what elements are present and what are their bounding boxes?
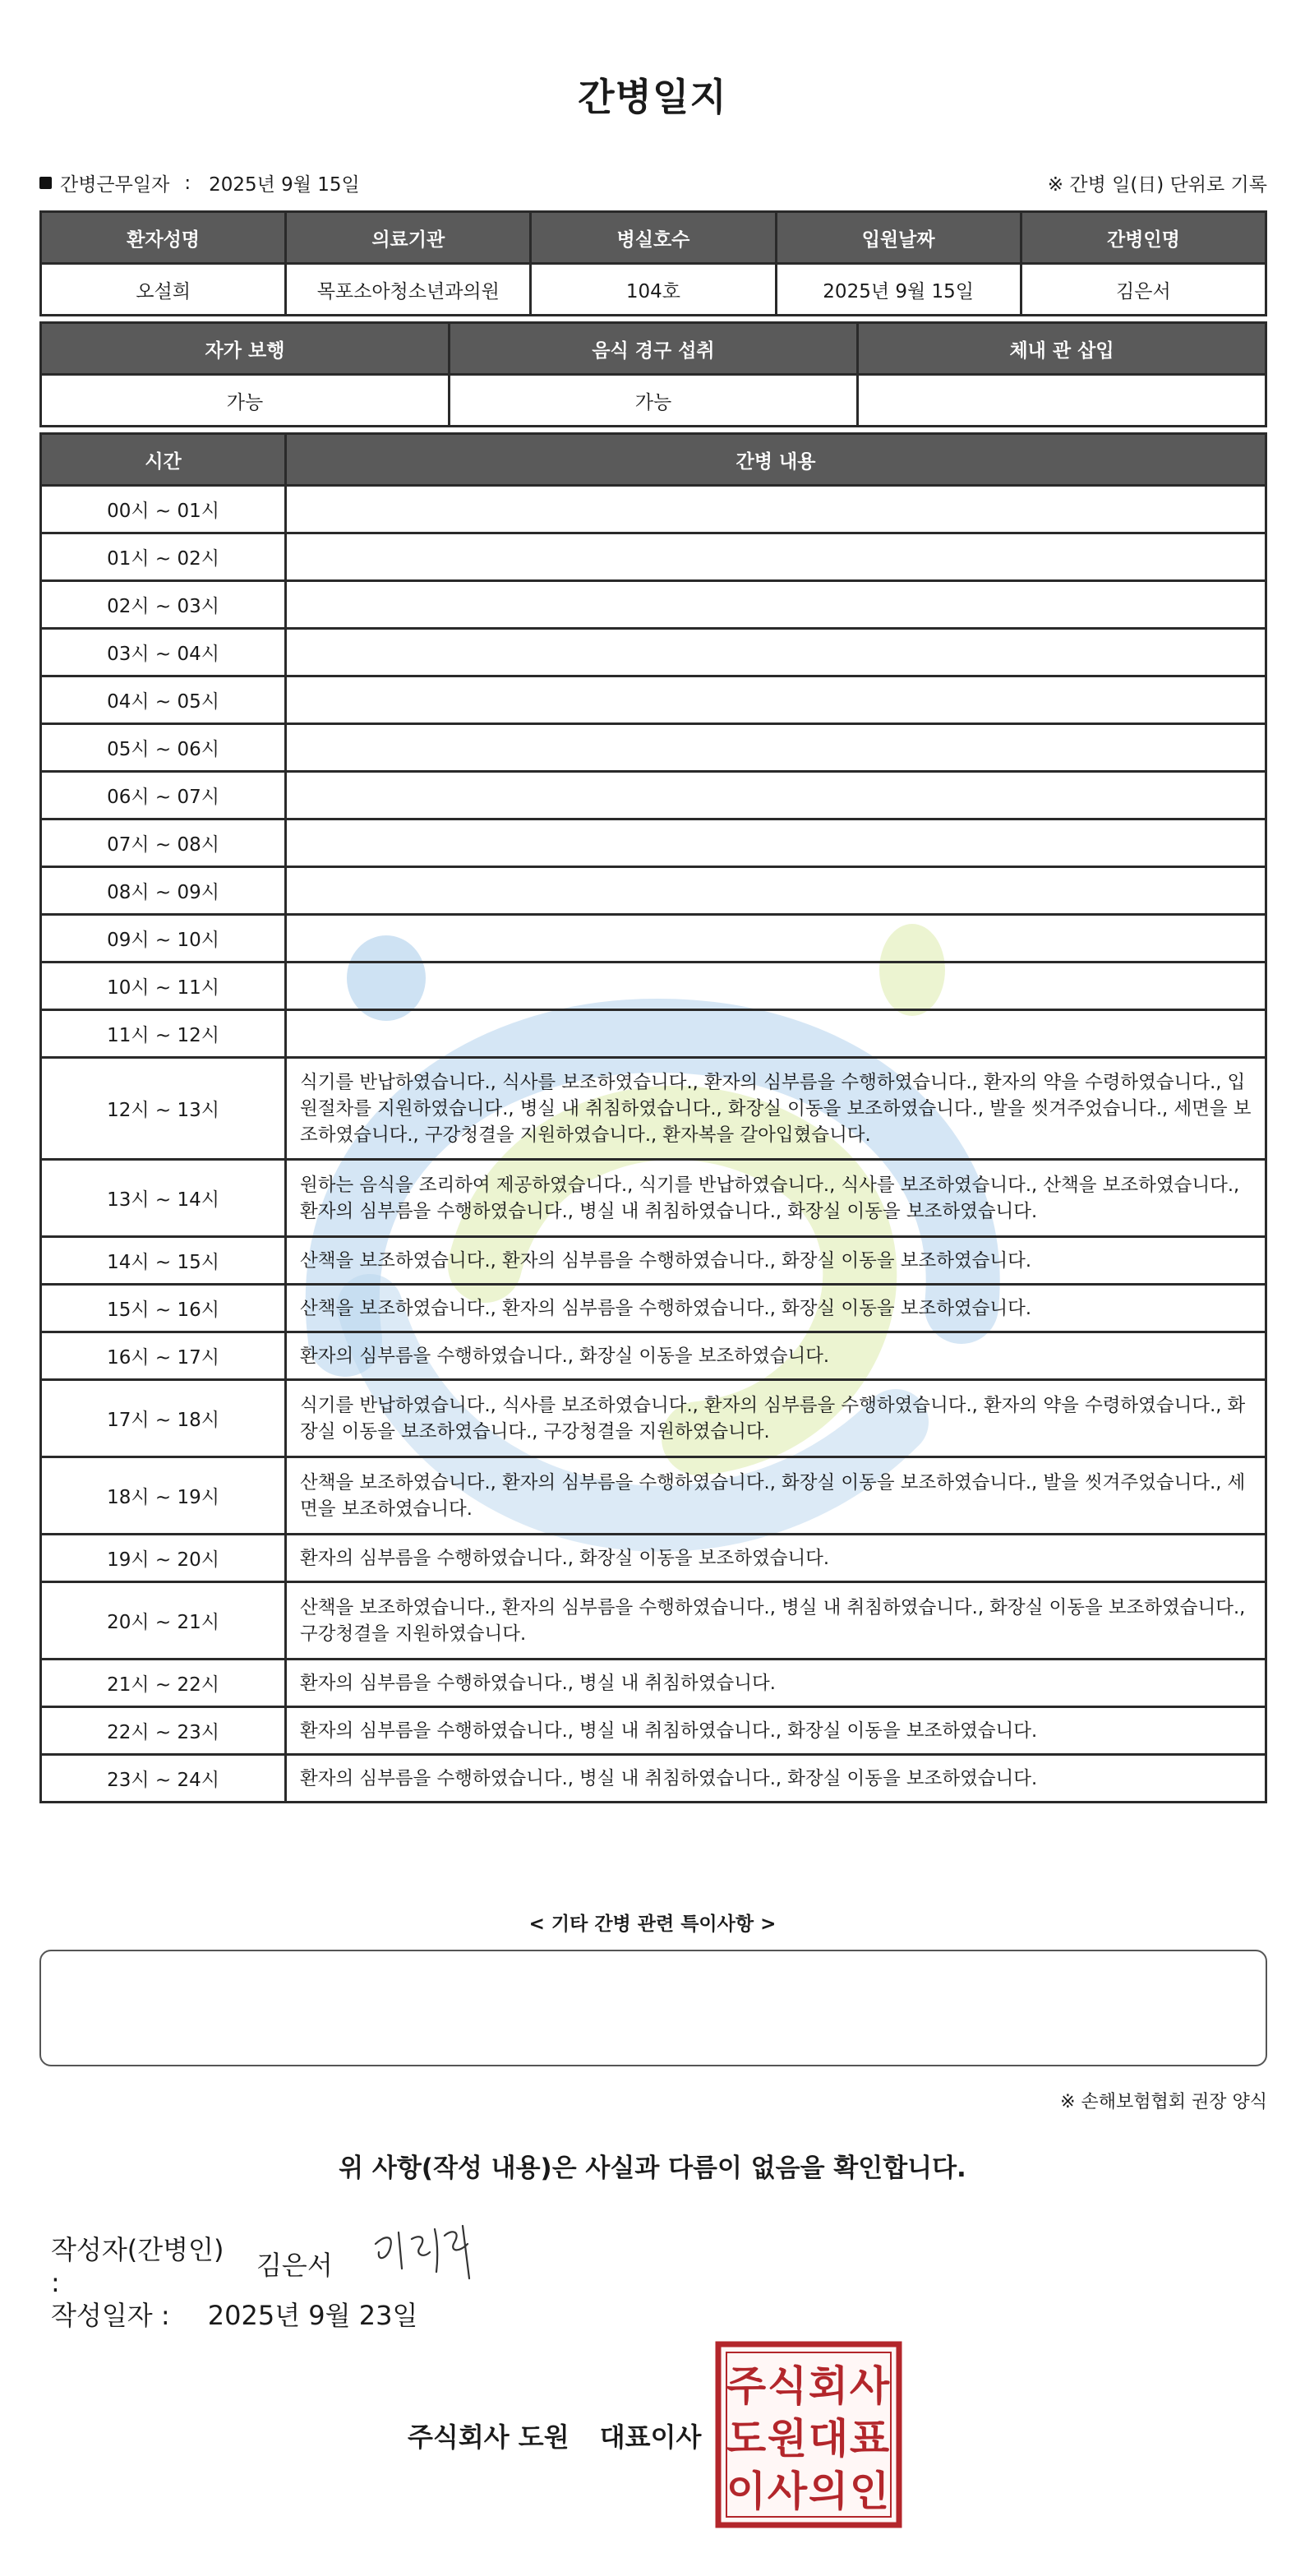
confirmation-statement: 위 사항(작성 내용)은 사실과 다름이 없음을 확인합니다.: [339, 2154, 966, 2183]
svg-text:인: 인: [849, 2468, 890, 2515]
care-log-time: 21시 ~ 22시: [41, 1660, 286, 1707]
care-log-content: 산책을 보조하였습니다., 환자의 심부름을 수행하였습니다., 병실 내 취침하였습니다., 화장실 이동을 보조하였습니다., 구강청결을 지원하였습니다.: [286, 1582, 1266, 1660]
self-walking-value: 가능: [41, 375, 450, 427]
care-log-content: [286, 1010, 1266, 1058]
care-log-time: 09시 ~ 10시: [41, 915, 286, 963]
care-log-content: 원하는 음식을 조리하여 제공하였습니다., 식기를 반납하였습니다., 식사를 보조하였습니다., 산책을 보조하였습니다., 환자의 심부름을 수행하였습니다., 병실 내 취침하였습니다., 화장실 이동을 보조하였습니다.: [286, 1160, 1266, 1237]
work-date-value: 2025년 9월 15일: [209, 174, 360, 196]
care-log-time: 05시 ~ 06시: [41, 724, 286, 772]
written-date-row: [51, 2295, 417, 2333]
care-log-time: 23시 ~ 24시: [41, 1755, 286, 1803]
care-log-time: 17시 ~ 18시: [41, 1380, 286, 1457]
care-log-row: [41, 1010, 1266, 1058]
svg-text:도: 도: [726, 2415, 767, 2463]
patient-info-table: [39, 210, 1267, 316]
care-log-time: 10시 ~ 11시: [41, 963, 286, 1010]
care-log-time: 19시 ~ 20시: [41, 1535, 286, 1582]
care-log-content: [286, 724, 1266, 772]
care-log-row: [41, 1160, 1266, 1237]
care-log-row: [41, 819, 1266, 867]
colon: :: [184, 172, 191, 194]
care-log-row: [41, 1707, 1266, 1755]
care-log-content: [286, 867, 1266, 915]
caregiver-name: 김은서: [1021, 264, 1266, 316]
svg-text:원: 원: [767, 2415, 808, 2463]
care-log-row: [41, 629, 1266, 676]
care-log-row: [41, 533, 1266, 581]
care-log-content: [286, 629, 1266, 676]
header-patient-name: 환자성명: [41, 212, 286, 264]
care-log-time: 20시 ~ 21시: [41, 1582, 286, 1660]
care-log-time: 08시 ~ 09시: [41, 867, 286, 915]
patient-status-table: [39, 321, 1267, 427]
institution: 목포소아청소년과의원: [286, 264, 531, 316]
care-log-time: 07시 ~ 08시: [41, 819, 286, 867]
care-log-content: 환자의 심부름을 수행하였습니다., 병실 내 취침하였습니다., 화장실 이동을 보조하였습니다.: [286, 1707, 1266, 1755]
care-log-time: 15시 ~ 16시: [41, 1285, 286, 1332]
care-log-time: 06시 ~ 07시: [41, 772, 286, 819]
company-ceo-title: 대표이사: [599, 2421, 702, 2453]
care-log-content: 산책을 보조하였습니다., 환자의 심부름을 수행하였습니다., 화장실 이동을 보조하였습니다.: [286, 1285, 1266, 1332]
care-log-content: 환자의 심부름을 수행하였습니다., 병실 내 취침하였습니다., 화장실 이동을 보조하였습니다.: [286, 1755, 1266, 1803]
written-date-value: 2025년 9월 23일: [207, 2300, 418, 2331]
handwritten-signature: [366, 2211, 489, 2285]
care-log-header: [41, 434, 1266, 486]
writer-row: [51, 2229, 333, 2298]
status-values: [41, 375, 1266, 427]
care-log-row: [41, 1582, 1266, 1660]
tube-insertion-value: [858, 375, 1266, 427]
header-caregiver: 간병인명: [1021, 212, 1266, 264]
care-log-time: 13시 ~ 14시: [41, 1160, 286, 1237]
writer-name: 김은서: [256, 2250, 333, 2281]
care-log-time: 00시 ~ 01시: [41, 486, 286, 533]
header-admission-date: 입원날짜: [776, 212, 1021, 264]
care-log-time: 03시 ~ 04시: [41, 629, 286, 676]
svg-text:주: 주: [726, 2362, 767, 2410]
svg-text:의: 의: [808, 2468, 849, 2515]
header-time: 시간: [41, 434, 286, 486]
notes-title: < 기타 간병 관련 특이사항 >: [528, 1914, 777, 1935]
care-log-time: 12시 ~ 13시: [41, 1058, 286, 1160]
care-log-row: [41, 1285, 1266, 1332]
work-date: [39, 169, 360, 196]
care-log-row: [41, 915, 1266, 963]
care-log-row: [41, 486, 1266, 533]
care-log-table: [39, 432, 1267, 1803]
header-room: 병실호수: [531, 212, 776, 264]
care-log-time: 04시 ~ 05시: [41, 676, 286, 724]
header-oral-intake: 음식 경구 섭취: [450, 323, 858, 375]
status-header: [41, 323, 1266, 375]
care-log-content: 환자의 심부름을 수행하였습니다., 병실 내 취침하였습니다.: [286, 1660, 1266, 1707]
svg-text:회: 회: [808, 2362, 849, 2410]
care-log-time: 16시 ~ 17시: [41, 1332, 286, 1380]
bullet-square-icon: [39, 177, 52, 189]
care-log-row: [41, 963, 1266, 1010]
oral-intake-value: 가능: [450, 375, 858, 427]
writer-label: 작성자(간병인) :: [51, 2234, 224, 2298]
header-tube-insertion: 체내 관 삽입: [858, 323, 1266, 375]
svg-text:표: 표: [849, 2415, 890, 2463]
svg-text:사: 사: [849, 2362, 890, 2410]
header-institution: 의료기관: [286, 212, 531, 264]
header-care-content: 간병 내용: [286, 434, 1266, 486]
page-title: 간병일지: [578, 75, 727, 119]
care-log-time: 02시 ~ 03시: [41, 581, 286, 629]
svg-text:대: 대: [808, 2415, 849, 2463]
written-date-label: 작성일자 :: [51, 2300, 170, 2331]
care-log-content: [286, 915, 1266, 963]
patient-info-header: [41, 212, 1266, 264]
care-log-row: [41, 1237, 1266, 1285]
care-log-content: 환자의 심부름을 수행하였습니다., 화장실 이동을 보조하였습니다.: [286, 1535, 1266, 1582]
care-log-row: [41, 1457, 1266, 1535]
care-log-row: [41, 867, 1266, 915]
care-log-content: [286, 963, 1266, 1010]
unit-note: ※ 간병 일(日) 단위로 기록: [1047, 174, 1267, 196]
company-seal: [715, 2341, 902, 2528]
care-log-row: [41, 1755, 1266, 1803]
svg-text:이: 이: [726, 2468, 767, 2515]
care-log-content: [286, 676, 1266, 724]
patient-name: 오설희: [41, 264, 286, 316]
company-name: 주식회사 도원: [408, 2421, 569, 2453]
care-log-content: 산책을 보조하였습니다., 환자의 심부름을 수행하였습니다., 화장실 이동을 보조하였습니다.: [286, 1237, 1266, 1285]
care-log-row: [41, 1660, 1266, 1707]
svg-text:식: 식: [767, 2362, 808, 2410]
special-notes-box: [39, 1950, 1267, 2066]
care-log-content: 환자의 심부름을 수행하였습니다., 화장실 이동을 보조하였습니다.: [286, 1332, 1266, 1380]
care-log-content: [286, 819, 1266, 867]
care-log-content: 식기를 반납하였습니다., 식사를 보조하였습니다., 환자의 심부름을 수행하였습니다., 환자의 약을 수령하였습니다., 입원절차를 지원하였습니다., 병실 내 취침하였습니다., 화장실 이동을 보조하였습니다., 발을 씻겨주었습니다., 세면을 보조하였습니다., 구강청결을 지원하였습니다., 환자복을 갈아입혔습니다.: [286, 1058, 1266, 1160]
room-number: 104호: [531, 264, 776, 316]
care-log-time: 14시 ~ 15시: [41, 1237, 286, 1285]
work-date-label: 간병근무일자: [60, 174, 170, 196]
care-log-content: [286, 772, 1266, 819]
care-log-content: [286, 486, 1266, 533]
care-log-row: [41, 724, 1266, 772]
care-log-row: [41, 1058, 1266, 1160]
care-log-body: [41, 486, 1266, 1803]
care-log-time: 22시 ~ 23시: [41, 1707, 286, 1755]
care-log-row: [41, 772, 1266, 819]
care-log-row: [41, 1332, 1266, 1380]
care-log-content: 산책을 보조하였습니다., 환자의 심부름을 수행하였습니다., 화장실 이동을 보조하였습니다., 발을 씻겨주었습니다., 세면을 보조하였습니다.: [286, 1457, 1266, 1535]
company-signature-line: [408, 2417, 701, 2454]
care-log-content: [286, 533, 1266, 581]
care-log-time: 01시 ~ 02시: [41, 533, 286, 581]
care-log-content: 식기를 반납하였습니다., 식사를 보조하였습니다., 환자의 심부름을 수행하였습니다., 환자의 약을 수령하였습니다., 화장실 이동을 보조하였습니다., 구강청결을 지원하였습니다.: [286, 1380, 1266, 1457]
care-log-row: [41, 676, 1266, 724]
svg-text:사: 사: [767, 2468, 808, 2515]
care-log-time: 11시 ~ 12시: [41, 1010, 286, 1058]
care-log-time: 18시 ~ 19시: [41, 1457, 286, 1535]
admission-date: 2025년 9월 15일: [776, 264, 1021, 316]
care-log-row: [41, 1380, 1266, 1457]
care-log-content: [286, 581, 1266, 629]
header-self-walking: 자가 보행: [41, 323, 450, 375]
patient-info-values: [41, 264, 1266, 316]
form-note: ※ 손해보험협회 권장 양식: [1060, 2092, 1267, 2112]
care-log-row: [41, 581, 1266, 629]
care-log-row: [41, 1535, 1266, 1582]
